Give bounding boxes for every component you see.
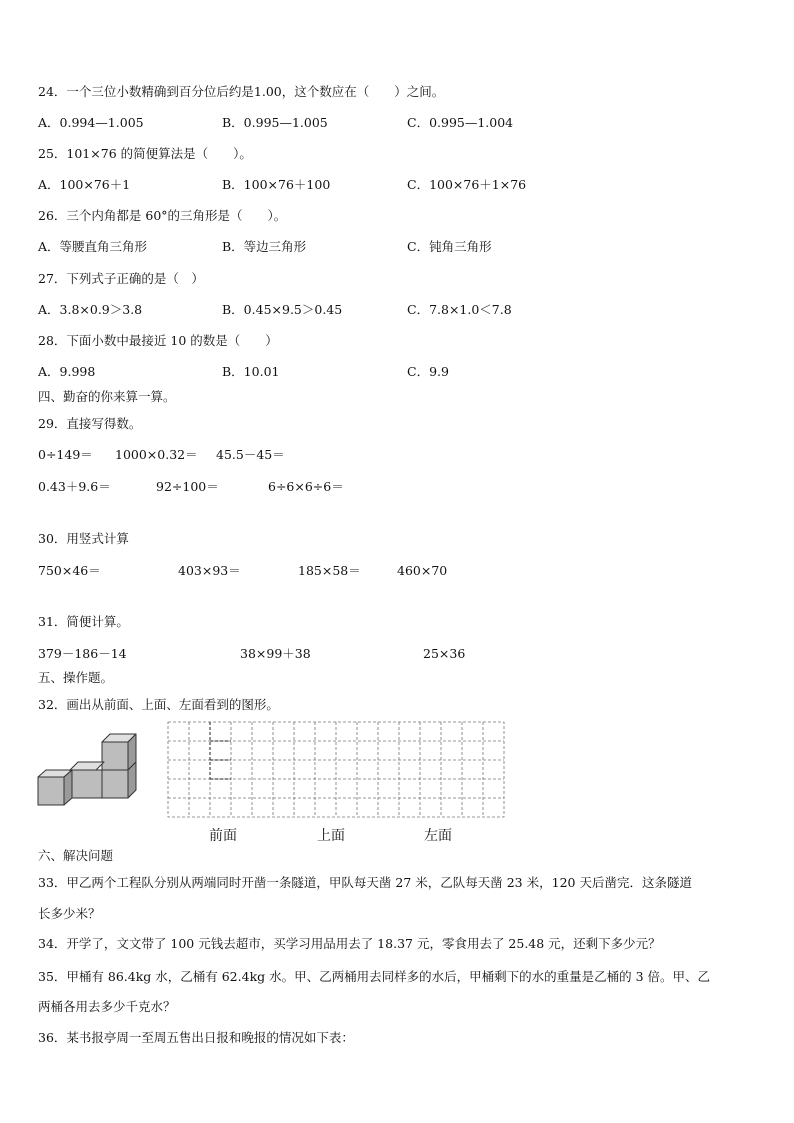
grid-label-front: 前面 xyxy=(209,828,237,844)
q28-option-a: A．9.998 xyxy=(38,364,96,379)
q30-item: 750×46＝ xyxy=(38,563,101,578)
cube-stack-figure xyxy=(30,726,145,810)
q26-option-a: A．等腰直角三角形 xyxy=(38,239,148,254)
q24-option-b: B．0.995—1.005 xyxy=(222,115,328,130)
q31-item: 38×99＋38 xyxy=(240,646,311,661)
section-heading-5: 五、操作题。 xyxy=(38,670,114,685)
q33-line-2: 长多少米？ xyxy=(38,906,101,921)
q26-option-c: C．钝角三角形 xyxy=(407,239,492,254)
q28-option-b: B．10.01 xyxy=(222,364,280,379)
q30-item: 403×93＝ xyxy=(178,563,241,578)
q29-item: 92÷100＝ xyxy=(156,479,219,494)
q29-item: 1000×0.32＝ xyxy=(115,447,198,462)
q28-option-c: C．9.9 xyxy=(407,364,449,379)
q35-line-2: 两桶各用去多少千克水？ xyxy=(38,999,176,1014)
q34-stem: 34．开学了，文文带了 100 元钱去超市，买学习用品用去了 18.37 元，零食用去了 25.48 元，还剩下多少元？ xyxy=(38,936,661,951)
q26-option-b: B．等边三角形 xyxy=(222,239,307,254)
q24-stem: 24．一个三位小数精确到百分位后约是1.00，这个数应在（ ）之间。 xyxy=(38,84,445,99)
q30-item: 185×58＝ xyxy=(298,563,361,578)
q30-item: 460×70 xyxy=(397,563,448,578)
q27-option-a: A．3.8×0.9＞3.8 xyxy=(38,302,143,317)
q29-item: 45.5－45＝ xyxy=(216,447,285,462)
q29-item: 0÷149＝ xyxy=(38,447,93,462)
q27-option-c: C．7.8×1.0＜7.8 xyxy=(407,302,512,317)
q24-option-a: A．0.994—1.005 xyxy=(38,115,144,130)
q31-item: 25×36 xyxy=(423,646,466,661)
q29-stem: 29．直接写得数。 xyxy=(38,416,142,431)
q26-stem: 26．三个内角都是 60°的三角形是（ ）。 xyxy=(38,208,287,223)
q27-stem: 27．下列式子正确的是（ ） xyxy=(38,271,204,286)
q27-option-b: B．0.45×9.5＞0.45 xyxy=(222,302,343,317)
q36-stem: 36．某书报亭周一至周五售出日报和晚报的情况如下表： xyxy=(38,1030,354,1045)
grid-label-top: 上面 xyxy=(317,828,345,844)
section-heading-4: 四、勤奋的你来算一算。 xyxy=(38,389,176,404)
q25-stem: 25．101×76 的简便算法是（ ）。 xyxy=(38,146,252,161)
q33-line-1: 33．甲乙两个工程队分别从两端同时开凿一条隧道，甲队每天凿 27 米，乙队每天凿 23 米，120 天后凿完．这条隧道 xyxy=(38,875,692,890)
q25-option-c: C．100×76＋1×76 xyxy=(407,177,527,192)
q35-line-1: 35．甲桶有 86.4kg 水，乙桶有 62.4kg 水。甲、乙两桶用去同样多的水后，甲桶剩下的水的重量是乙桶的 3 倍。甲、乙 xyxy=(38,969,711,984)
q32-stem: 32．画出从前面、上面、左面看到的图形。 xyxy=(38,697,279,712)
q31-stem: 31．简便计算。 xyxy=(38,614,129,629)
grid-label-left: 左面 xyxy=(424,828,452,844)
q31-item: 379－186－14 xyxy=(38,646,127,661)
q24-option-c: C．0.995—1.004 xyxy=(407,115,514,130)
q29-item: 0.43＋9.6＝ xyxy=(38,479,111,494)
q30-stem: 30．用竖式计算 xyxy=(38,531,129,546)
section-heading-6: 六、解决问题 xyxy=(38,848,114,863)
q29-item: 6÷6×6÷6＝ xyxy=(268,479,344,494)
answer-grid[interactable] xyxy=(167,720,507,820)
q25-option-b: B．100×76＋100 xyxy=(222,177,331,192)
q28-stem: 28．下面小数中最接近 10 的数是（ ） xyxy=(38,333,278,348)
q25-option-a: A．100×76＋1 xyxy=(38,177,131,192)
